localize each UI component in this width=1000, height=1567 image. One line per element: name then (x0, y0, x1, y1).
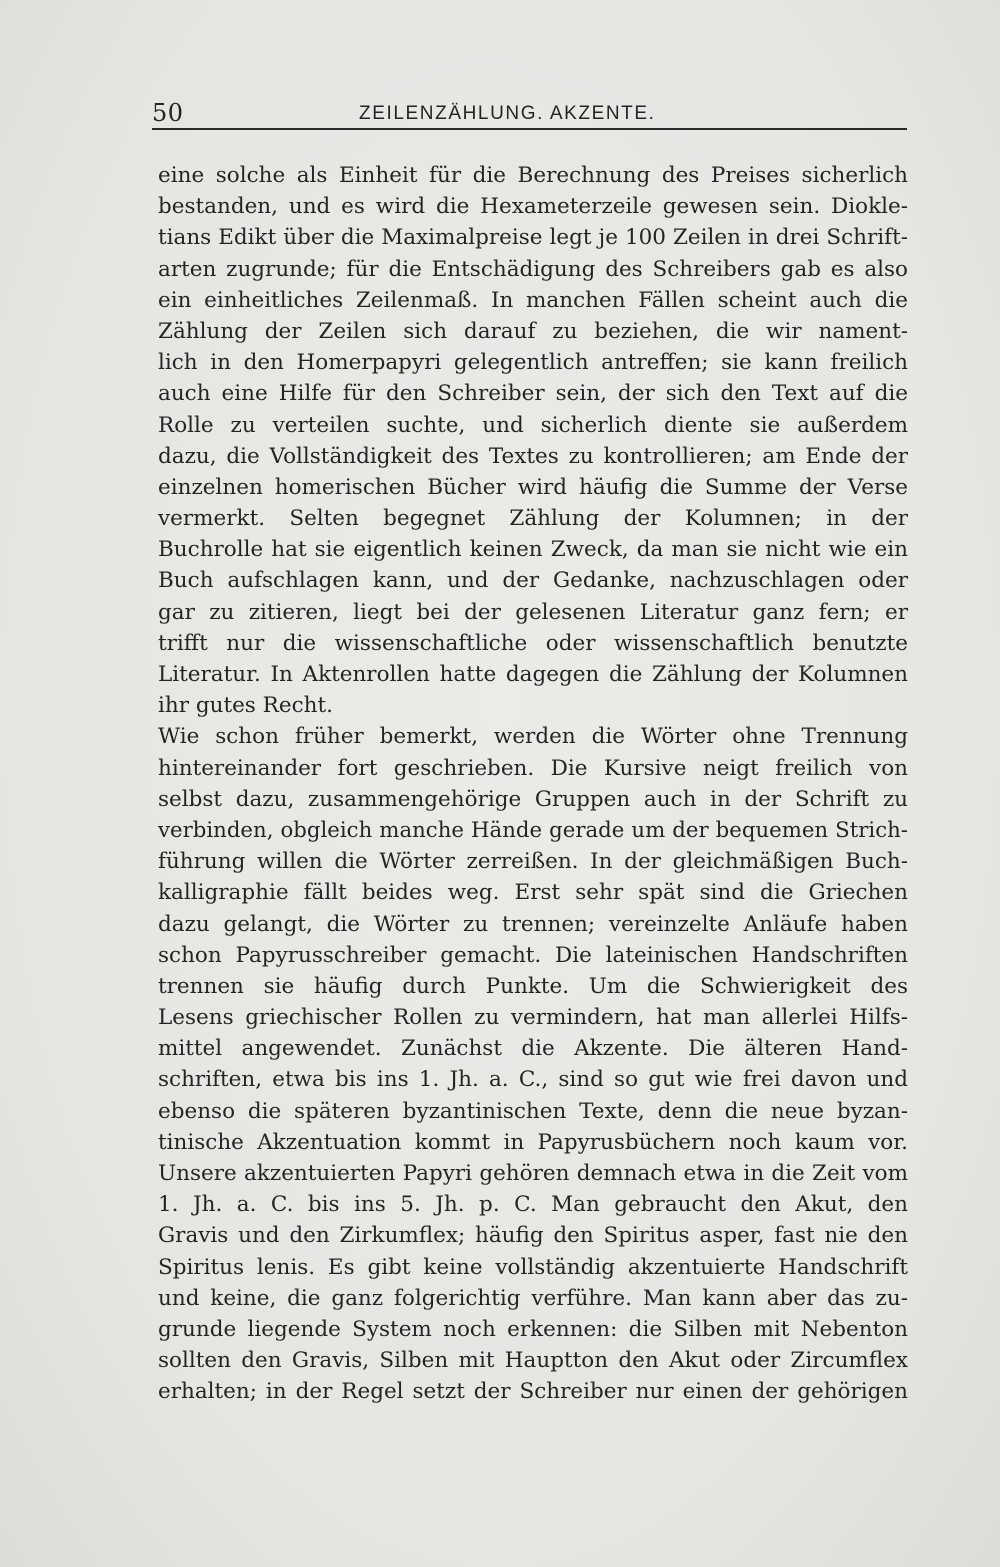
text-line: eine solche als Einheit für die Berechnung des Preises sicherlich (158, 163, 908, 188)
text-line: ebenso die späteren byzantinischen Texte, denn die neue byzan- (158, 1098, 908, 1124)
text-line: erhalten; in der Regel setzt der Schreiber nur einen der gehörigen (158, 1379, 908, 1405)
text-line: kalligraphie fällt beides weg. Erst sehr spät sind die Griechen (158, 880, 908, 906)
text-line: Gravis und den Zirkumflex; häufig den Spiritus asper, fast nie den (158, 1223, 908, 1249)
text-line: Buch aufschlagen kann, und der Gedanke, nachzuschlagen oder (158, 568, 908, 594)
text-line: arten zugrunde; für die Entschädigung des Schreibers gab es also (158, 256, 908, 282)
text-line: Literatur. In Aktenrollen hatte dagegen die Zählung der Kolumnen (158, 662, 908, 687)
running-head: ZEILENZÄHLUNG. AKZENTE. (359, 103, 656, 124)
text-line: sollten den Gravis, Silben mit Hauptton den Akut oder Zircumflex (158, 1348, 908, 1374)
text-line: dazu, die Vollständigkeit des Textes zu kontrollieren; am Ende der (158, 443, 908, 469)
text-line: Wie schon früher bemerkt, werden die Wörter ohne Trennung (158, 724, 908, 750)
text-line: bestanden, und es wird die Hexameterzeile gewesen sein. Diokle- (158, 194, 908, 220)
page-header (152, 98, 907, 132)
text-line: lich in den Homerpapyri gelegentlich antreffen; sie kann freilich (158, 350, 908, 376)
text-line: ein einheitliches Zeilenmaß. In manchen Fällen scheint auch die (158, 287, 908, 313)
text-line: schon Papyrusschreiber gemacht. Die lateinischen Handschriften (158, 942, 908, 968)
text-line: 1. Jh. a. C. bis ins 5. Jh. p. C. Man gebraucht den Akut, den (158, 1192, 908, 1218)
text-line: trifft nur die wissenschaftliche oder wissenschaftlich benutzte (158, 630, 908, 656)
text-line: gar zu zitieren, liegt bei der gelesenen Literatur ganz fern; er (158, 599, 908, 625)
text-line: verbinden, obgleich manche Hände gerade um der bequemen Strich- (158, 817, 908, 843)
text-line: einzelnen homerischen Bücher wird häufig die Summe der Verse (158, 474, 908, 500)
text-line: Lesens griechischer Rollen zu vermindern, hat man allerlei Hilfs- (158, 1005, 908, 1031)
text-line: selbst dazu, zusammengehörige Gruppen auch in der Schrift zu (158, 786, 908, 812)
text-line: ihr gutes Recht. (158, 693, 333, 719)
text-line: hintereinander fort geschrieben. Die Kursive neigt freilich von (158, 755, 908, 781)
text-line: tinische Akzentuation kommt in Papyrusbüchern noch kaum vor. (158, 1129, 908, 1155)
text-line: führung willen die Wörter zerreißen. In der gleichmäßigen Buch- (158, 849, 908, 875)
text-line: tians Edikt über die Maximalpreise legt je 100 Zeilen in drei Schrift- (158, 225, 908, 251)
text-line: schriften, etwa bis ins 1. Jh. a. C., sind so gut wie frei davon und (158, 1067, 908, 1093)
text-line: trennen sie häufig durch Punkte. Um die Schwierigkeit des (158, 973, 908, 999)
text-line: vermerkt. Selten begegnet Zählung der Kolumnen; in der (158, 506, 908, 532)
text-line: und keine, die ganz folgerichtig verführe. Man kann aber das zu- (158, 1285, 908, 1311)
text-line: Spiritus lenis. Es gibt keine vollständig akzentuierte Handschrift (158, 1254, 908, 1280)
header-rule (152, 128, 907, 130)
page-number: 50 (152, 99, 184, 127)
text-line: Rolle zu verteilen suchte, und sicherlich diente sie außerdem (158, 412, 908, 438)
text-line: Zählung der Zeilen sich darauf zu beziehen, die wir nament- (158, 318, 908, 344)
text-line: dazu gelangt, die Wörter zu trennen; vereinzelte Anläufe haben (158, 911, 908, 937)
text-line: grunde liegende System noch erkennen: die Silben mit Nebenton (158, 1316, 908, 1342)
text-line: Buchrolle hat sie eigentlich keinen Zweck, da man sie nicht wie ein (158, 537, 908, 563)
text-line: Unsere akzentuierten Papyri gehören demnach etwa in die Zeit vom (158, 1161, 908, 1186)
text-line: auch eine Hilfe für den Schreiber sein, der sich den Text auf die (158, 381, 908, 407)
body-text (158, 160, 908, 1408)
text-line: mittel angewendet. Zunächst die Akzente. Die älteren Hand- (158, 1036, 908, 1062)
